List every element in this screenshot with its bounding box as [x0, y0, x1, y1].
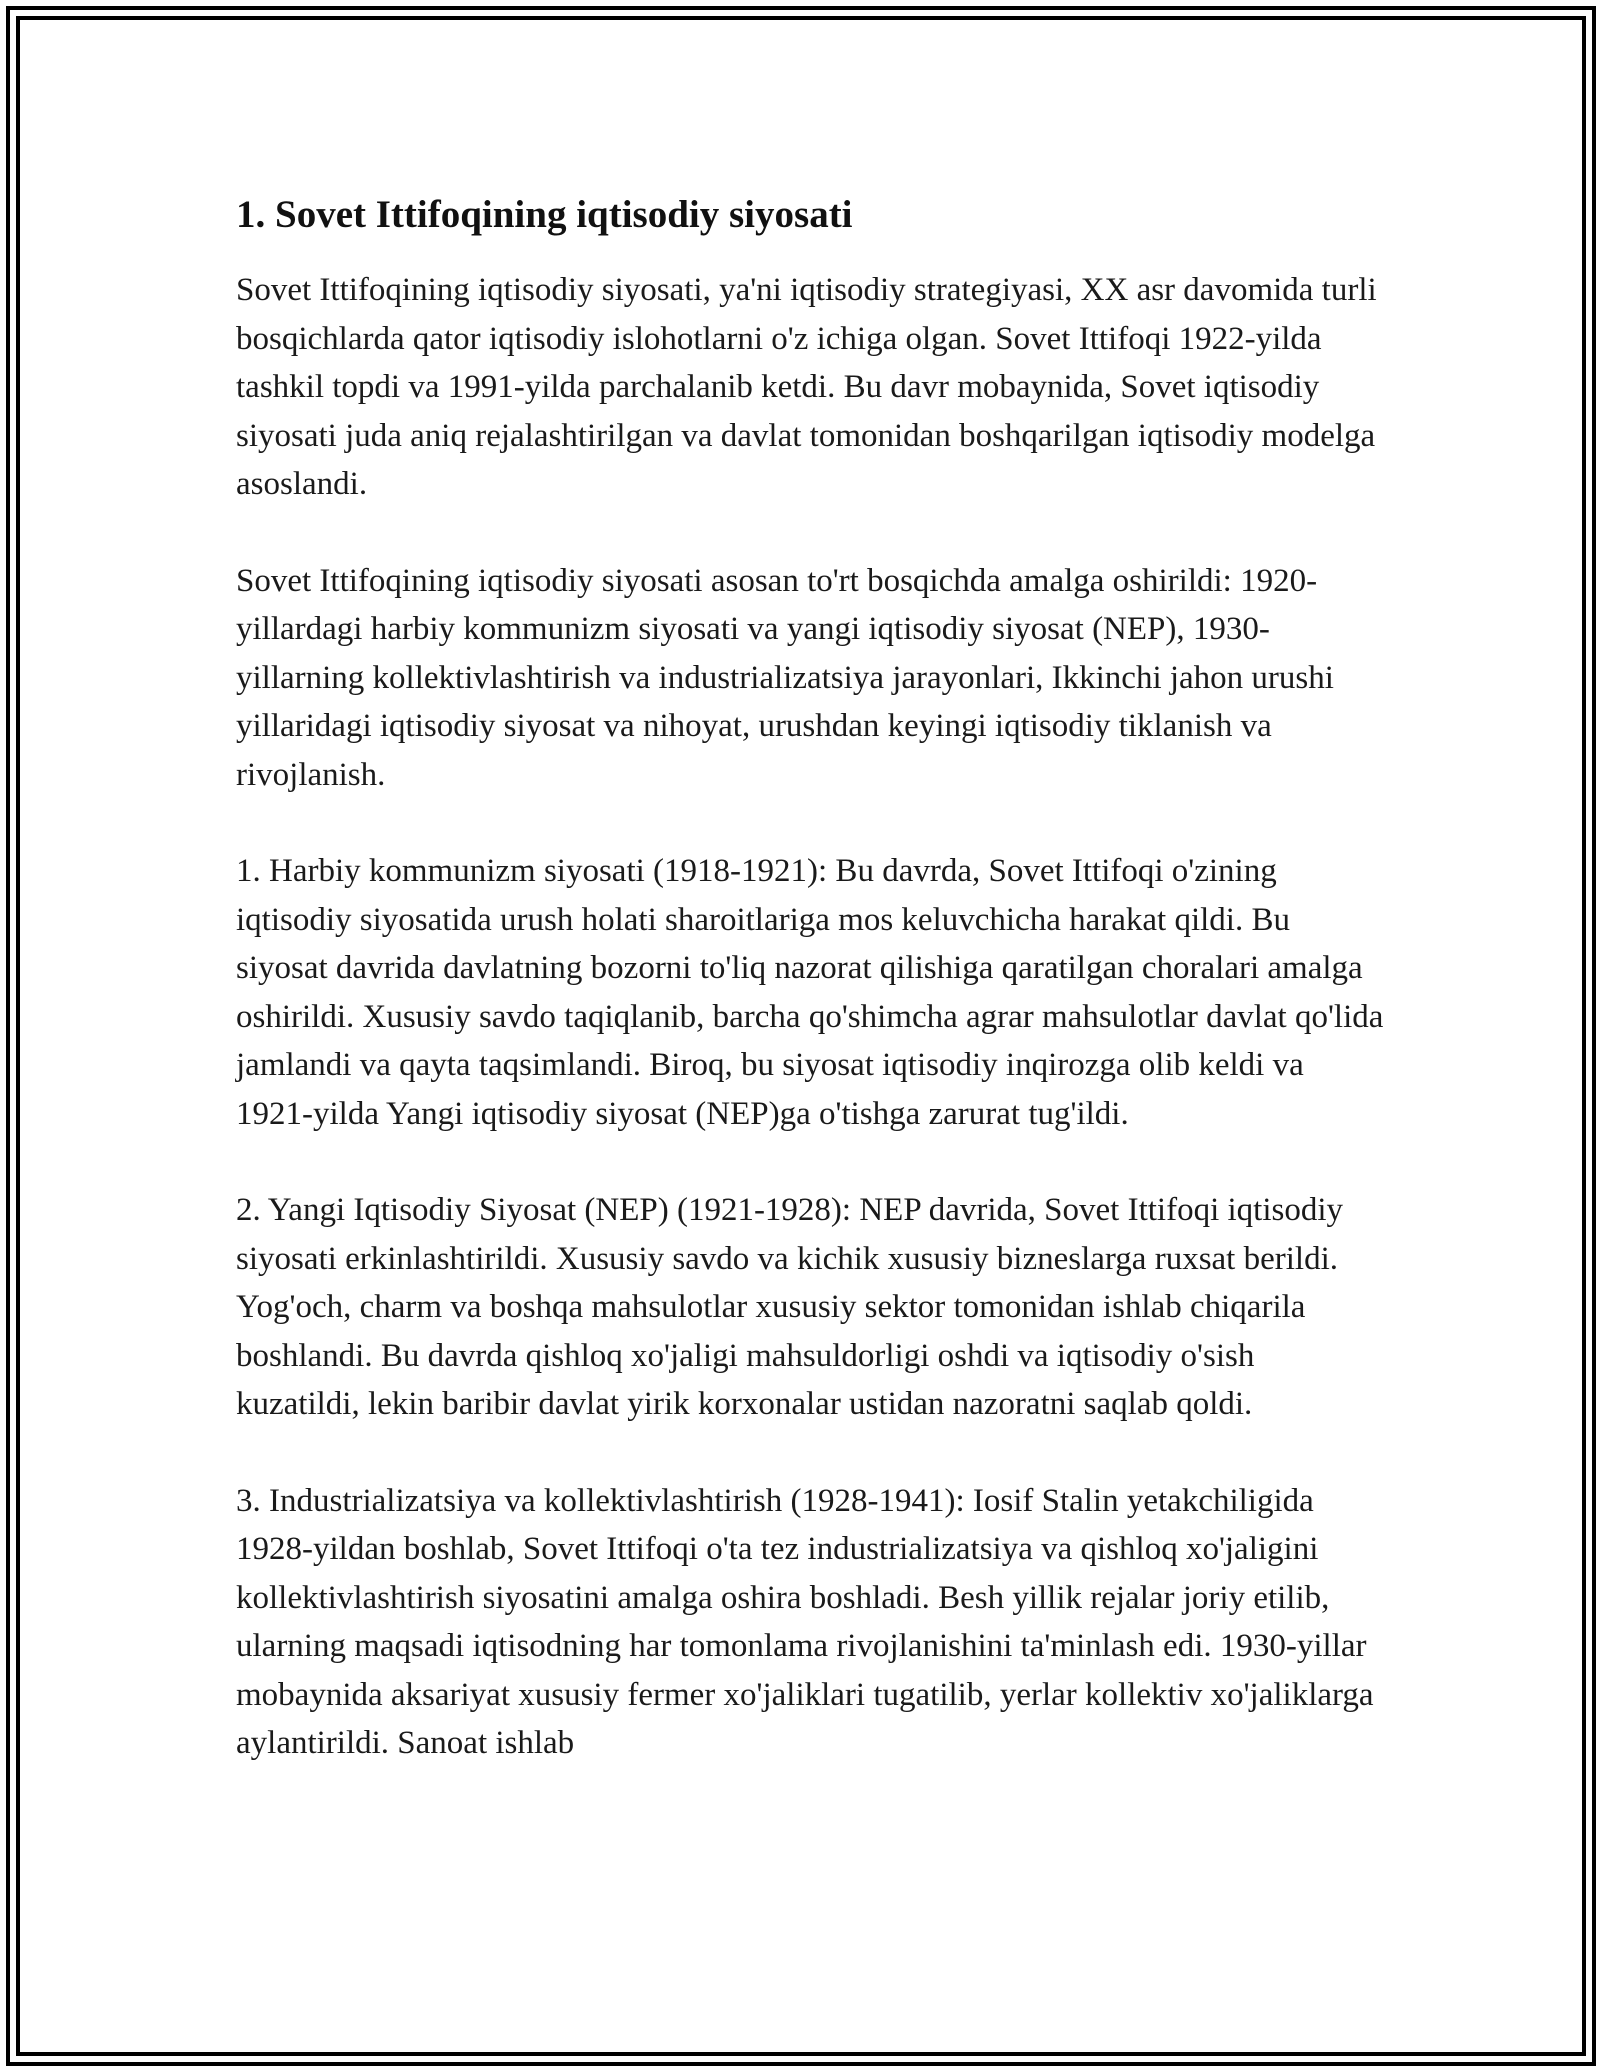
paragraph-war-communism: 1. Harbiy kommunizm siyosati (1918-1921): Bu davrda, Sovet Ittifoqi o'zining iqtisodiy siyosatida urush holati sharoitlariga mos keluvchicha harakat qildi. Bu siyosat davrida davlatning bozorni to'liq nazorat qilishiga qaratilgan choralari amalga oshirildi. Xususiy savdo taqiqlanib, barcha qo'shimcha agrar mahsulotlar davlat qo'lida jamlandi va qayta taqsimlandi. Biroq, bu siyosat iqtisodiy inqirozga olib keldi va 1921-yilda Yangi iqtisodiy siyosat (NEP)ga o'tishga zarurat tug'ildi.: [236, 853, 1384, 1132]
paragraph-nep: 2. Yangi Iqtisodiy Siyosat (NEP) (1921-1928): NEP davrida, Sovet Ittifoqi iqtisodiy siyosati erkinlashtirildi. Xususiy savdo va kichik xususiy bizneslarga ruxsat berildi. Yog'och, charm va boshqa mahsulotlar xususiy sektor tomonidan ishlab chiqarila boshlandi. Bu davrda qishloq xo'jaligi mahsuldorligi oshdi va iqtisodiy o'sish kuzatildi, lekin baribir davlat yirik korxonalar ustidan nazoratni saqlab qoldi.: [236, 1192, 1343, 1422]
section-heading: 1. Sovet Ittifoqining iqtisodiy siyosati: [236, 193, 853, 236]
document-page: [236, 186, 1386, 1816]
paragraph-intro: Sovet Ittifoqining iqtisodiy siyosati, ya'ni iqtisodiy strategiyasi, XX asr davomida turli bosqichlarda qator iqtisodiy islohotlarni o'z ichiga olgan. Sovet Ittifoqi 1922-yilda tashkil topdi va 1991-yilda parchalanib ketdi. Bu davr mobaynida, Sovet iqtisodiy siyosati juda aniq rejalashtirilgan va davlat tomonidan boshqarilgan iqtisodiy modelga asoslandi.: [236, 272, 1377, 502]
paragraph-industrialization: 3. Industrializatsiya va kollektivlashtirish (1928-1941): Iosif Stalin yetakchiligida 1928-yildan boshlab, Sovet Ittifoqi o'ta tez industrializatsiya va qishloq xo'jaligini kollektivlashtirish siyosatini amalga oshira boshladi. Besh yillik rejalar joriy etilib, ularning maqsadi iqtisodning har tomonlama rivojlanishini ta'minlash edi. 1930-yillar mobaynida aksariyat xususiy fermer xo'jaliklari tugatilib, yerlar kollektiv xo'jaliklarga aylantirildi. Sanoat ishlab: [236, 1482, 1374, 1761]
paragraph-stages-overview: Sovet Ittifoqining iqtisodiy siyosati asosan to'rt bosqichda amalga oshirildi: 1920-yillardagi harbiy kommunizm siyosati va yangi iqtisodiy siyosat (NEP), 1930-yillarning kollektivlashtirish va industrializatsiya jarayonlari, Ikkinchi jahon urushi yillaridagi iqtisodiy siyosat va nihoyat, urushdan keyingi iqtisodiy tiklanish va rivojlanish.: [236, 562, 1334, 793]
